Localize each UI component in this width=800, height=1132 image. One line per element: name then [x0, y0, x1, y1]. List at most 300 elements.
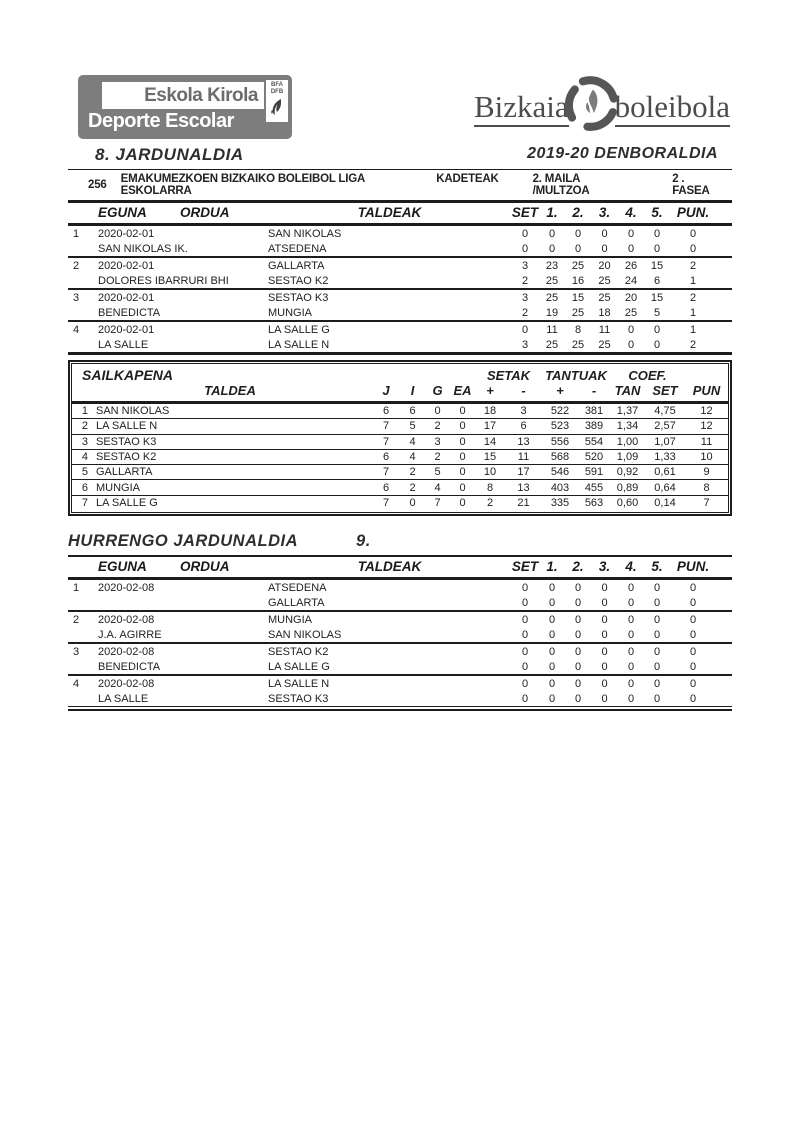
home-set3: 0 [601, 677, 608, 690]
col-set: SET [511, 559, 539, 575]
deporte-escolar-text: Deporte Escolar [88, 110, 234, 132]
away-set3: 0 [601, 628, 608, 641]
col-tan-minus: - [591, 383, 597, 398]
results-table-header [68, 203, 732, 226]
coef-set: 0,14 [654, 497, 676, 510]
home-set3: 0 [601, 227, 608, 240]
away-sets-won: 3 [521, 338, 529, 351]
away-set5: 0 [653, 596, 661, 609]
away-set5: 6 [653, 274, 661, 287]
bizkaia-text: Bizkaia [474, 90, 569, 127]
col-set5: 5. [651, 559, 663, 575]
col-set3: 3. [598, 205, 611, 220]
col-set4: 4. [625, 205, 637, 220]
standings-table [68, 360, 732, 516]
home-set2: 0 [574, 677, 582, 690]
away-team: SAN NIKOLAS [268, 628, 342, 641]
next-matchday-table [68, 555, 732, 707]
points-against: 591 [584, 466, 604, 479]
bfa-text: BFA [271, 82, 283, 88]
standings-row [72, 480, 728, 495]
match-date: 2020-02-08 [98, 581, 155, 594]
away-points: 0 [689, 660, 697, 673]
col-taldea: TALDEA [204, 383, 256, 398]
match-block [68, 612, 732, 644]
home-set1: 0 [548, 677, 556, 690]
ea: 0 [459, 497, 466, 510]
points: 9 [703, 466, 710, 479]
match-row-away [68, 659, 732, 674]
home-sets-won: 0 [521, 677, 529, 690]
match-number: 3 [73, 291, 80, 304]
won: 4 [409, 435, 416, 448]
away-points: 0 [689, 628, 697, 641]
away-set2: 0 [574, 596, 582, 609]
away-points: 0 [689, 242, 697, 255]
match-number: 4 [73, 677, 80, 690]
ea: 0 [459, 466, 466, 479]
match-row-away [68, 337, 732, 352]
match-date: 2020-02-01 [98, 227, 155, 240]
won: 4 [409, 451, 416, 464]
league-bar [68, 169, 732, 203]
match-row-home [68, 676, 732, 691]
standings-column-header [72, 383, 728, 404]
home-set4: 0 [627, 613, 635, 626]
lost: 7 [434, 497, 441, 510]
col-coef-tan: TAN [614, 383, 641, 398]
away-points: 1 [689, 274, 697, 287]
away-sets-won: 2 [521, 306, 529, 319]
coef-tan: 1,00 [616, 435, 639, 448]
away-sets-won: 0 [521, 692, 529, 705]
rank: 6 [81, 481, 88, 494]
home-sets-won: 0 [521, 323, 529, 336]
points-for: 546 [550, 466, 570, 479]
home-set3: 11 [598, 323, 611, 336]
home-sets-won: 0 [521, 645, 529, 658]
home-set2: 25 [571, 259, 585, 272]
home-sets-won: 0 [521, 227, 529, 240]
col-set4: 4. [625, 559, 637, 575]
col-pun: PUN. [676, 205, 710, 220]
lost: 0 [434, 405, 441, 418]
away-sets-won: 0 [521, 242, 529, 255]
matchday-title: 8. JARDUNALDIA [95, 145, 244, 164]
sets-against: 3 [520, 405, 527, 418]
sets-for: 18 [483, 405, 497, 418]
standings-group-header [72, 364, 728, 383]
home-set4: 0 [627, 581, 635, 594]
col-taldeak: TALDEAK [357, 559, 422, 575]
match-row-away [68, 241, 732, 256]
away-set4: 25 [624, 306, 638, 319]
lost: 3 [434, 435, 441, 448]
away-team: LA SALLE G [268, 660, 330, 673]
away-set5: 0 [653, 660, 661, 673]
played: 6 [382, 405, 390, 418]
coef-tan: 0,60 [616, 497, 639, 510]
match-block [68, 322, 732, 352]
group-coef: COEF. [628, 367, 667, 383]
home-points: 2 [689, 259, 697, 272]
away-set1: 0 [548, 628, 556, 641]
points-for: 523 [550, 420, 570, 433]
home-points: 1 [689, 323, 697, 336]
away-points: 0 [689, 692, 697, 705]
match-row-away [68, 691, 732, 706]
col-set2: 2. [572, 559, 584, 575]
match-block [68, 580, 732, 612]
coef-tan: 0,92 [616, 466, 639, 479]
league-name: EMAKUMEZKOEN BIZKAIKO BOLEIBOL LIGA ESKOLARRA [120, 173, 365, 197]
away-set3: 0 [601, 596, 608, 609]
home-points: 0 [689, 613, 697, 626]
away-set3: 25 [598, 338, 611, 351]
col-set-plus: + [486, 383, 494, 398]
team-name: SESTAO K2 [96, 451, 157, 464]
col-eguna: EGUNA [98, 559, 147, 575]
away-set2: 16 [571, 274, 585, 287]
away-set2: 0 [574, 242, 582, 255]
home-points: 0 [689, 677, 697, 690]
team-name: LA SALLE G [96, 497, 158, 510]
away-set4: 0 [627, 660, 635, 673]
match-row-home [68, 258, 732, 273]
away-set3: 0 [601, 660, 608, 673]
away-team: MUNGIA [268, 306, 312, 319]
rank: 2 [81, 420, 88, 433]
points-against: 381 [584, 405, 604, 418]
away-set3: 18 [598, 306, 611, 319]
match-block [68, 290, 732, 322]
col-i: I [410, 383, 415, 398]
home-set3: 0 [601, 613, 608, 626]
lost: 5 [434, 466, 441, 479]
sets-against: 6 [520, 420, 527, 433]
match-date: 2020-02-01 [98, 291, 155, 304]
away-points: 2 [689, 338, 697, 351]
home-set4: 0 [627, 323, 635, 336]
sets-for: 10 [483, 466, 497, 479]
match-row-home [68, 226, 732, 241]
standings-title: SAILKAPENA [82, 367, 174, 383]
away-points: 0 [689, 596, 697, 609]
home-set5: 0 [653, 677, 661, 690]
results-table [68, 203, 732, 355]
points: 12 [700, 405, 713, 418]
coef-set: 4,75 [654, 405, 676, 418]
played: 6 [382, 451, 390, 464]
away-set2: 0 [574, 660, 582, 673]
home-sets-won: 0 [521, 581, 529, 594]
rank: 4 [81, 451, 88, 464]
away-team: SESTAO K2 [268, 274, 329, 287]
match-venue: LA SALLE [98, 338, 149, 351]
header [68, 75, 732, 139]
points-against: 520 [584, 451, 604, 464]
home-set2: 0 [574, 581, 582, 594]
home-team: SAN NIKOLAS [268, 227, 342, 240]
col-ordua: ORDUA [180, 205, 230, 220]
col-g: G [432, 383, 443, 398]
home-set1: 25 [545, 291, 559, 304]
bfa-dfb-badge [266, 80, 288, 122]
away-set4: 0 [627, 692, 635, 705]
home-set2: 0 [574, 227, 582, 240]
coef-set: 0,64 [654, 481, 676, 494]
away-set2: 25 [571, 338, 585, 351]
coef-tan: 0,89 [616, 481, 639, 494]
match-row-away [68, 595, 732, 610]
titles-row [68, 145, 732, 165]
match-number: 1 [73, 581, 80, 594]
sets-against: 21 [517, 497, 530, 510]
match-date: 2020-02-01 [98, 323, 155, 336]
home-set5: 0 [653, 227, 661, 240]
match-date: 2020-02-08 [98, 677, 155, 690]
ea: 0 [459, 435, 466, 448]
home-team: ATSEDENA [268, 581, 327, 594]
match-number: 1 [73, 227, 80, 240]
match-row-home [68, 644, 732, 659]
home-team: SESTAO K3 [268, 291, 329, 304]
col-coef-set: SET [652, 383, 678, 398]
away-set1: 25 [545, 274, 559, 287]
home-set1: 23 [545, 259, 559, 272]
home-set1: 0 [548, 581, 556, 594]
ea: 0 [459, 481, 466, 494]
home-set3: 0 [601, 645, 608, 658]
col-set1: 1. [546, 559, 558, 575]
home-points: 0 [689, 227, 697, 240]
home-points: 0 [689, 581, 697, 594]
col-tan-plus: + [556, 383, 564, 398]
season-title: 2019-20 DENBORALDIA [527, 145, 718, 162]
away-set4: 0 [627, 338, 635, 351]
next-matchday-number: 9. [356, 532, 371, 551]
boleibola-text: boleibola [615, 90, 730, 127]
page [68, 0, 732, 711]
points-against: 389 [584, 420, 604, 433]
dfb-text: DFB [270, 89, 284, 95]
home-team: SESTAO K2 [268, 645, 329, 658]
away-team: ATSEDENA [268, 242, 327, 255]
played: 7 [382, 466, 390, 479]
match-number: 2 [73, 259, 80, 272]
home-set4: 0 [627, 677, 635, 690]
rank: 1 [81, 405, 88, 418]
points: 11 [700, 435, 713, 448]
home-set5: 15 [650, 259, 664, 272]
home-team: LA SALLE N [268, 677, 330, 690]
won: 2 [409, 466, 416, 479]
home-team: LA SALLE G [268, 323, 330, 336]
bottom-rule [68, 709, 732, 711]
home-team: MUNGIA [268, 613, 312, 626]
home-points: 0 [689, 645, 697, 658]
volleyball-logo-icon [563, 75, 621, 133]
away-team: LA SALLE N [268, 338, 330, 351]
match-row-away [68, 627, 732, 642]
col-set5: 5. [651, 205, 663, 220]
coef-tan: 1,09 [616, 451, 639, 464]
home-set1: 0 [548, 645, 556, 658]
away-set1: 0 [548, 660, 556, 673]
sets-for: 8 [486, 481, 494, 494]
col-set2: 2. [572, 205, 584, 220]
away-set3: 0 [601, 692, 608, 705]
standings-row [72, 404, 728, 419]
next-table-header [68, 555, 732, 580]
home-set5: 0 [653, 581, 661, 594]
points: 7 [703, 497, 710, 510]
standings-row [72, 496, 728, 511]
home-set2: 15 [571, 291, 585, 304]
points-for: 556 [550, 435, 570, 448]
coef-tan: 1,37 [616, 405, 639, 418]
away-sets-won: 0 [521, 628, 529, 641]
won: 0 [409, 497, 416, 510]
ea: 0 [459, 405, 466, 418]
away-sets-won: 0 [521, 596, 529, 609]
away-sets-won: 2 [521, 274, 529, 287]
away-set1: 0 [548, 242, 556, 255]
away-sets-won: 0 [521, 660, 529, 673]
away-set4: 0 [627, 242, 635, 255]
home-set1: 0 [548, 227, 556, 240]
played: 6 [382, 481, 390, 494]
won: 2 [409, 481, 416, 494]
coef-tan: 1,34 [616, 420, 639, 433]
away-set5: 5 [653, 306, 661, 319]
points-for: 522 [550, 405, 570, 418]
home-set4: 0 [627, 645, 635, 658]
col-ordua: ORDUA [180, 559, 230, 575]
away-set5: 0 [653, 338, 661, 351]
standings-row [72, 419, 728, 434]
sets-for: 14 [483, 435, 497, 448]
away-set1: 0 [548, 596, 556, 609]
points: 8 [703, 481, 710, 494]
rank: 5 [81, 466, 88, 479]
won: 5 [409, 420, 416, 433]
points-against: 455 [584, 481, 604, 494]
col-pun: PUN. [676, 559, 710, 575]
col-set: SET [511, 205, 539, 220]
away-set3: 25 [598, 274, 611, 287]
match-row-away [68, 273, 732, 288]
match-date: 2020-02-01 [98, 259, 155, 272]
standings-body [72, 404, 728, 511]
match-venue: BENEDICTA [98, 306, 161, 319]
away-set5: 0 [653, 628, 661, 641]
home-set2: 0 [574, 645, 582, 658]
eskola-kirola-text: Eskola Kirola [144, 84, 258, 106]
match-block [68, 644, 732, 676]
points: 10 [700, 451, 713, 464]
sets-for: 2 [486, 497, 494, 510]
standings-row [72, 465, 728, 480]
away-set1: 19 [545, 306, 559, 319]
away-set2: 0 [574, 628, 582, 641]
won: 6 [409, 405, 416, 418]
points-for: 568 [550, 451, 570, 464]
home-sets-won: 3 [521, 291, 529, 304]
home-set1: 11 [546, 323, 558, 336]
home-set3: 20 [598, 259, 611, 272]
home-set4: 20 [624, 291, 638, 304]
col-ea: EA [453, 383, 472, 398]
away-set4: 24 [624, 274, 638, 287]
team-name: LA SALLE N [96, 420, 158, 433]
coef-set: 1,07 [654, 435, 676, 448]
sets-against: 17 [517, 466, 530, 479]
team-name: GALLARTA [96, 466, 153, 479]
away-set2: 25 [571, 306, 585, 319]
league-phase: 2 . FASEA [672, 173, 710, 197]
points-for: 403 [550, 481, 570, 494]
rank: 7 [81, 497, 88, 510]
away-set1: 0 [548, 692, 556, 705]
home-set5: 0 [653, 323, 661, 336]
ea: 0 [459, 420, 466, 433]
match-row-home [68, 322, 732, 337]
home-set3: 25 [598, 291, 611, 304]
sets-for: 15 [483, 451, 497, 464]
team-name: SESTAO K3 [96, 435, 157, 448]
match-date: 2020-02-08 [98, 645, 155, 658]
match-number: 3 [73, 645, 80, 658]
played: 7 [382, 420, 390, 433]
match-venue: SAN NIKOLAS IK. [98, 242, 188, 255]
match-venue: DOLORES IBARRURI BHI [98, 274, 229, 287]
home-set2: 8 [574, 323, 582, 336]
away-set1: 25 [545, 338, 559, 351]
home-set2: 0 [574, 613, 582, 626]
home-points: 2 [689, 291, 697, 304]
points-for: 335 [550, 497, 570, 510]
match-date: 2020-02-08 [98, 613, 155, 626]
results-table-body [68, 226, 732, 352]
home-set1: 0 [548, 613, 556, 626]
col-set-minus: - [521, 383, 526, 398]
lost: 2 [434, 451, 441, 464]
match-venue: LA SALLE [98, 692, 149, 705]
points-against: 563 [584, 497, 604, 510]
lost: 2 [434, 420, 441, 433]
away-team: GALLARTA [268, 596, 325, 609]
group-setak: SETAK [486, 367, 531, 383]
sets-against: 13 [517, 435, 530, 448]
away-points: 1 [689, 306, 697, 319]
away-set2: 0 [574, 692, 582, 705]
league-level: 2. MAILA /MULTZOA [532, 173, 590, 197]
standings-row [72, 450, 728, 465]
col-standings-pun: PUN [692, 383, 721, 398]
home-sets-won: 3 [521, 259, 529, 272]
col-j: J [382, 383, 390, 398]
coef-set: 1,33 [654, 451, 676, 464]
col-eguna: EGUNA [98, 205, 147, 220]
match-block [68, 258, 732, 290]
away-set3: 0 [601, 242, 608, 255]
sets-for: 17 [483, 420, 497, 433]
home-team: GALLARTA [268, 259, 325, 272]
rank: 3 [81, 435, 88, 448]
away-set5: 0 [653, 692, 661, 705]
next-matchday-heading [68, 532, 732, 551]
